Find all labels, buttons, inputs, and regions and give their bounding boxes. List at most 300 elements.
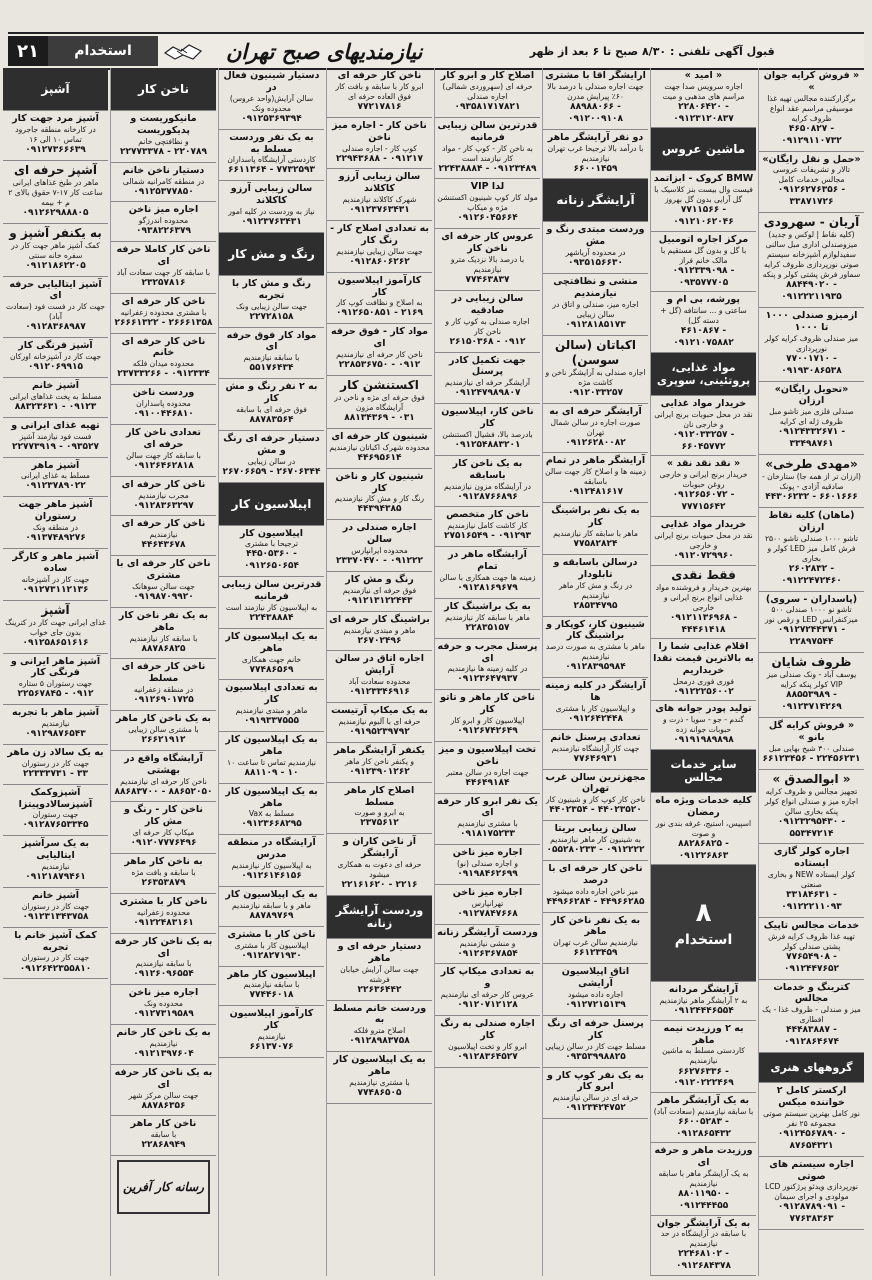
ad-body: با سابقه نیازمندیم (سعادت آباد) xyxy=(653,1106,754,1116)
ad-phone: ۲۶۶۶۱۳۲۲ - ۲۶۶۶۱۳۵۸ xyxy=(114,317,213,328)
classified-ad xyxy=(651,566,756,639)
ad-body: حرفه ای دعوت به همکاری میشود xyxy=(337,860,422,880)
classified-ad xyxy=(759,1157,864,1231)
ad-phone: ۸۸۰۱۱۹۵۰ - ۰۹۱۲۴۴۴۵۵ xyxy=(678,1189,729,1212)
classified-ad xyxy=(651,1021,756,1093)
classified-ad xyxy=(327,118,432,170)
ad-phone: ۰۹۱۲۳۱۳۴۳۷۵۸ xyxy=(22,911,89,922)
ad-title: (ماهان) کلیه نقاط ارزان xyxy=(768,510,855,533)
ad-title: به تعدادی میکاپ کار و xyxy=(440,966,535,990)
ad-phone: ۴۴۹۶۶۲۸۴ - ۴۴۹۶۶۲۸۵ xyxy=(546,896,645,907)
ad-body: بهترین خریدار و فروشنده مواد غذایی انواع برنج ایرانی و خارجی xyxy=(655,582,752,612)
ad-body: ماهر با سابقه کار نیازمندیم xyxy=(445,612,530,622)
classified-ad xyxy=(111,1025,216,1065)
ad-body: مسلط جهت کار در سالن زیبایی xyxy=(545,1041,646,1051)
ad-title: آشپز xyxy=(41,602,70,617)
ad-title: ناخن کار کاملا حرفه ای xyxy=(116,244,211,268)
ad-title: ناخن کار با مشتری xyxy=(227,928,316,940)
ad-body: با سابقه نیازمندیم xyxy=(135,959,192,969)
ad-title: به ۲ نفر رنگ و مش کار xyxy=(225,381,318,405)
ad-body: نیاز به وردست در کلیه امور xyxy=(228,207,315,217)
ad-phone: ۶۶۰۰۵۲۸۳ - ۰۹۱۲۸۶۵۴۳۲ xyxy=(676,1116,731,1139)
classified-ad xyxy=(111,608,216,660)
ad-body: نیازمندیم تماس تا ساعت ۱۰ xyxy=(227,757,316,767)
ad-body: نیازمندیم xyxy=(41,862,70,872)
ad-phone: ۰۹۱۲۸۱۶۹۶۷۹ xyxy=(457,582,518,593)
ad-phone: ۲۶۱۵۰۳۶۸ - ۰۹۱۲ xyxy=(449,336,526,347)
ad-phone: ۰۹۱۲۴۸۱۶۱۷ xyxy=(568,487,623,498)
classified-ad xyxy=(3,277,108,339)
ad-title: آشپز ماهر و کارگر ساده xyxy=(12,550,99,574)
classified-ad xyxy=(111,854,216,894)
ad-phone: ۰۹۱۲۰۳۳۲۵۷ xyxy=(568,387,623,398)
ad-phone: ۰۹۱۹۱۹۸۹۸۹۸ xyxy=(673,735,734,746)
classified-ad xyxy=(651,1216,756,1276)
ad-body: (کلیه نقاط | لوکس و جدید) میزوصندلی اداری مبل سالنی سفیدلوازم آشپزخانه سیستم صوتی نورپردازی ظروف کرایه سماور فرش پشتی کولر و پنکه xyxy=(762,230,861,280)
ad-body: جهت کار در رستوران xyxy=(21,901,90,911)
ad-phone: ۲۳۷۳۳۲۶۶ - ۰۹۱۲۳۳۴ xyxy=(117,369,210,380)
ad-title: ظروف شایان xyxy=(771,655,852,670)
classified-ad xyxy=(435,456,540,508)
classified-ad xyxy=(543,68,648,130)
ad-phone: ۷۷۶۵۴۹۰۸ - ۰۹۱۲۴۴۷۶۵۲ xyxy=(784,951,839,974)
ad-title: آرایشگاه واقع در بهشتی xyxy=(124,752,203,776)
ad-title: وردست آرایشگر زنانه xyxy=(437,926,538,938)
ad-phone: ۲۷۵۱۶۵۴۹ - ۰۹۱۲۹۳ xyxy=(444,531,531,542)
classified-ad xyxy=(219,680,324,732)
ad-title: منشی و نظافتچی نیازمندیم xyxy=(553,276,638,299)
classified-ad xyxy=(435,690,540,742)
ad-phone: ۲۲۸۶۸۹۴۹ xyxy=(141,1140,186,1151)
ad-phone: ۰۹۱۲۳۶۴۷۹۳۷ xyxy=(457,674,518,685)
ad-body: کولر ایستاده NEW و بخاری صنعتی xyxy=(767,870,856,890)
ad-title: آرایشگر حرفه ای به xyxy=(549,405,642,417)
ad-title: ناخن کار حرفه ای مسلط xyxy=(121,661,206,685)
ad-body: خانم جهت همکاری xyxy=(241,654,302,664)
classified-ad xyxy=(651,68,756,128)
classified-ad xyxy=(3,888,108,928)
ad-phone: ۲۲۱۶۱۶۲۰ - ۲۲۱۶ xyxy=(341,880,418,891)
ad-body: محدوده ایرانپارس xyxy=(351,546,408,556)
ad-phone: ۰۹۱۳۷۴۸۹۲۷۶ xyxy=(25,533,86,544)
ad-phone: ۰۹۱۲۶۵۰۸۵۱ - ۲۱۶۹ xyxy=(336,308,423,319)
ad-body: جهت کار آرایشگاه نیازمندیم xyxy=(551,743,640,753)
ad-title: ارکستر کامل ۲ خواننده میکس xyxy=(776,1085,847,1109)
ad-body: اسپیس، استیج، غرفه بندی نور و صوت xyxy=(655,818,752,838)
ad-phone: ۴۴۶۴۳۶۷۸ xyxy=(141,540,186,551)
ad-phone: ۲۸۵۳۴۷۹۵ xyxy=(573,600,618,611)
ad-title: یکنفر آرایشگر ماهر xyxy=(334,744,425,756)
ad-title: دستیار شینیون فعال در xyxy=(223,70,320,93)
ad-phone: ۰۹۱۲۶۱۴۶۱۵۶ xyxy=(241,871,302,882)
ad-body: محدوده شهرک اکباتان نیازمندیم xyxy=(329,442,430,452)
ad-title: ناخن کار حرفه ای xyxy=(337,70,422,81)
ad-body: اصلاح مترو فلکه xyxy=(353,1026,406,1036)
classified-ad xyxy=(219,629,324,681)
ad-phone: ۰۹۱۲۳۹۰۱۲۶۲ xyxy=(349,766,410,777)
ad-phone: ۰۹۱۲۳۷۸۹۰۲۲ xyxy=(25,481,86,492)
ad-body: ماهر و مبتدی نیازمندیم xyxy=(235,706,308,716)
ad-phone: ۰۹۱۲۸۳۶۸۹۸۷ xyxy=(25,322,86,333)
ad-body: اجاره صندلی به کوپ کار و ناخن کار xyxy=(445,316,530,336)
classified-ad xyxy=(327,703,432,743)
ad-title: اجاره صندلی در سالن xyxy=(342,522,417,546)
ad-body: به اصلاح و نظافت کوپ کار xyxy=(336,298,423,308)
classified-ad xyxy=(111,516,216,556)
ad-title: اجاره صندلی به رنگ کار xyxy=(440,1018,535,1041)
ad-title: به یک میکاپ آرتیست xyxy=(331,705,428,717)
ad-body: ترجیحا با مشتری xyxy=(244,539,299,549)
ad-title: اتاق اپیلاسیون آرایشی xyxy=(561,966,630,990)
ad-body: در آرایشگاه مزون نیازمندیم xyxy=(444,481,531,491)
ad-body: اجاره میز، صندلی و اتاق در سالن زیبایی xyxy=(552,299,639,319)
classified-ad xyxy=(219,68,324,130)
ad-body: زمینه ها جهت همکاری با سالن xyxy=(439,572,536,582)
ad-body: یوسف آباد - ونک صندلی میز VIP کولر پنکه کرایه xyxy=(766,670,857,690)
classified-ad xyxy=(759,592,864,654)
ad-phone: ۸۸۷۸۹۷۶۹ xyxy=(249,910,294,921)
classified-ad xyxy=(651,1093,756,1144)
ad-title: « نقد نقد نقد » xyxy=(666,458,741,470)
ad-title: کارآموز اپیلاسیون کار xyxy=(229,1008,314,1032)
classified-ad xyxy=(435,885,540,925)
classified-ad xyxy=(3,497,108,549)
ad-phone: ۰۹۱۲۶۷۴۲۶۴۹ xyxy=(457,726,518,737)
ad-title: اکباتان (سالن سوسن) xyxy=(554,337,637,367)
ad-phone: ۰۹۳۵۳۹۹۸۸۲۵ xyxy=(565,1051,626,1062)
ad-phone: ۲۲۸۵۳۶۷۵۰ - ۰۹۱۲ xyxy=(338,360,421,371)
classified-ad xyxy=(435,599,540,639)
ad-body: فست فود نیازمند آشپز xyxy=(19,431,92,441)
masthead-title: نیازمندیهای صبح تهران xyxy=(226,38,423,64)
category-heading: مواد غذایی، پروتئینی، سوپری xyxy=(651,353,756,396)
classified-ad xyxy=(759,980,864,1054)
ad-phone: ۲۲۸۳۵۱۵۷ xyxy=(465,622,510,633)
classified-ad xyxy=(3,654,108,706)
ad-title: آشپز ماهر ایرانی و فرنگی کار xyxy=(10,655,101,679)
ad-title: آرایشگر مردانه xyxy=(668,983,739,995)
ad-title: کترینگ و خدمات مجالس xyxy=(773,981,850,1005)
classified-ad xyxy=(3,378,108,418)
ad-title: اصلاح کار ماهر مسلط xyxy=(344,784,415,808)
ad-phone: ۲۶۷۰۶۶۵۹ - ۲۶۷۰۶۳۴۴ xyxy=(222,466,321,477)
ad-phone: ۰۹۱۲۰۷۲۹۹۶۰ xyxy=(673,550,734,561)
classified-ad xyxy=(435,118,540,180)
classified-ad xyxy=(219,526,324,578)
ad-body: حرفه ای با آلبوم نیازمندیم xyxy=(338,716,421,726)
ad-body: زمینه ها و اصلاح کار جهت سالن باسابقه xyxy=(545,467,646,487)
ad-body: در کارخانه منطقه جاجرود تماس ۱۰ الی ۱۶ xyxy=(15,124,96,144)
classified-ad xyxy=(543,130,648,180)
classified-ad xyxy=(435,794,540,846)
ad-title: تخت اپیلاسیون و میز ناخن xyxy=(438,743,537,767)
ad-phone: ۰۹۱۲۰۳۳۲۵۷ - ۶۶۰۴۵۷۷۲ xyxy=(672,429,735,452)
ad-phone: ۴۴۴۸۳۸۸۷ - ۰۹۱۲۸۶۴۶۷۴ xyxy=(784,1025,839,1048)
ad-phone: ۶۶۲۷۶۳۳۶ - ۰۹۱۲۰۲۲۲۴۶۹ xyxy=(673,1066,734,1089)
classified-ad xyxy=(435,404,540,456)
ad-body: تالار و تشریفات عروسی مجالس خدمات کامل xyxy=(773,165,850,185)
classified-ad xyxy=(327,651,432,703)
classified-ad xyxy=(651,982,756,1021)
ad-body: شهرک کاکلاند نیازمندیم xyxy=(342,195,417,205)
classified-ad xyxy=(543,678,648,730)
ad-title: سالن زیبایی آرزو کاکلاند xyxy=(338,171,421,195)
ad-body: رنگ کار و مش کار نیازمندیم xyxy=(334,494,425,504)
classified-ad xyxy=(327,376,432,429)
ad-phone: ۰۹۱۲۸۳۶۴۵۲۷ xyxy=(457,1051,518,1062)
ad-phone: ۰۹۱۲۱۳۹۷۶۰۴ xyxy=(133,1048,194,1059)
ad-phone: ۸۸۱۱۰۹ - ۱۰ xyxy=(244,767,299,778)
ad-body: میز صندلی ظروف کرایه کولر نورپردازی xyxy=(764,333,859,353)
ad-title: به یک اپیلاسیون کار xyxy=(225,888,318,900)
ad-phone: ۲۲۴۶۸۱۰۲ - ۰۹۱۲۶۸۴۳۷۸ xyxy=(676,1249,731,1272)
classified-ad xyxy=(111,711,216,751)
classified-ad xyxy=(651,292,756,352)
classified-ad xyxy=(759,68,864,152)
ad-title: به یک نفر ناخن کار ماهر xyxy=(550,914,641,938)
ad-phone: ۰۹۱۹۵۲۳۹۷۹۲ xyxy=(349,727,410,737)
ad-title: به یک اپیلاسیون کار ماهر xyxy=(225,785,318,809)
classified-ad xyxy=(219,967,324,1007)
classified-ad xyxy=(759,1083,864,1157)
ad-body: ناخن کار کوپ کار و شینیون کار xyxy=(545,795,646,805)
classified-ad xyxy=(543,1016,648,1068)
ad-phone: ۰۹۱۹۸۷۰۹۹۲۰ xyxy=(133,591,194,602)
ad-body: اپیلاسیون کار و ابرو کار xyxy=(450,716,525,726)
ad-phone: ۷۷۶۴۶۹۳۱ xyxy=(573,753,618,764)
ad-phone: ۲۶۰۲۸۳۲ - ۰۹۱۲۲۴۷۲۴۶۰ xyxy=(781,563,842,586)
ad-title: اپیلاسیون کار ماهر xyxy=(227,968,316,980)
ad-phone: ۲۲۸۰۶۴۲۰ - ۰۹۱۲۳۱۲۰۸۳۷ xyxy=(673,101,734,124)
ad-title: به یک آرایشگر جوان xyxy=(656,1217,751,1229)
ad-title: ناخن کار با مشتری xyxy=(119,895,208,907)
ad-body: اپیلاسیون کار با مشتری xyxy=(234,940,309,950)
ad-body: سالن آرایش(واحد عروس) محدوده ونک xyxy=(229,93,314,113)
ad-title: اجاره میز ناخن xyxy=(452,886,523,898)
classified-ad xyxy=(219,784,324,836)
classified-ad xyxy=(111,425,216,477)
ad-body: در منطقه ونک xyxy=(33,523,78,533)
classified-ad xyxy=(651,793,756,865)
ad-body: در منطقه زعفرانیه xyxy=(133,685,194,695)
ad-body: به یک آرایشگر ماهر با سابقه نیازمندیم xyxy=(658,1169,749,1189)
classified-ad xyxy=(327,743,432,783)
ad-body: برگزارکننده مجالس تهیه غذا موسیقی مراسم عقد انواع ظروف کرایه xyxy=(767,93,856,123)
ad-title: سالن زیبایی آرزو کاکلاند xyxy=(230,183,313,207)
ad-title: کلیه خدمات ویژه ماه رمضان xyxy=(655,795,752,818)
ad-title: خدمات مجالس تاپیک xyxy=(763,919,860,931)
ad-title: به یک ناخن کار حرفه ای xyxy=(114,1066,213,1090)
ad-title: قدرترین سالن زیبایی فرمانیه xyxy=(221,579,322,603)
ad-body: صندلی ۳۰۰ شیخ بهایی مبل xyxy=(768,743,855,753)
ad-phone: ۰۹۱۲۸۱۸۵۱۷۳ xyxy=(565,319,626,330)
category-heading: ماشین عروس xyxy=(651,128,756,171)
classified-ad xyxy=(327,324,432,376)
ad-body: ماهر و مبتدی نیازمندیم xyxy=(343,625,416,635)
ad-phone: ۰۹۱۲۵۸۶۵۱۶۱۶ xyxy=(22,637,89,648)
classified-ad xyxy=(219,1006,324,1058)
ad-phone: ۲۶۷۰۲۴۹۶ xyxy=(357,635,402,646)
ad-title: به یکنفر آشپز و xyxy=(9,225,102,240)
classified-ad xyxy=(3,836,108,888)
ad-phone: ۰۹۱۲۶۲۹۸۸۸۰۵ xyxy=(22,207,89,218)
ad-phone: ۰۹۱۲۳۷۶۳۴۳۱ xyxy=(349,205,410,216)
ad-phone: ۵۵۱۷۶۴۳۴ xyxy=(249,363,294,374)
ad-body: کاردستی آرایشگاه پاسداران xyxy=(227,155,316,165)
ad-body: صورت اجاره در سالن شمال تهران xyxy=(550,417,641,437)
ad-phone: ۲۲۷۷۳۳۷۸ - ۲۲۰۷۸۹ xyxy=(120,146,207,157)
ad-body: کوپ کار - اجاره صندلی xyxy=(342,143,417,153)
ad-column xyxy=(218,68,324,1276)
ad-title: به یک اپیلاسیون کار ماهر xyxy=(333,1054,426,1078)
classified-ad xyxy=(759,308,864,382)
ad-phone: ۴۶۱۰۸۶۷ - ۰۹۱۲۱۰۷۵۸۸۲ xyxy=(673,326,734,349)
ad-body: با درصد بالا نزدیک مترو نیازمندیم xyxy=(450,254,525,274)
classified-ad xyxy=(3,418,108,458)
ad-title: تولید پودر جوانه های xyxy=(655,703,752,715)
ad-phone: ۲۲۹۴۳۶۸۸ - ۰۹۱۲۱۷ xyxy=(336,153,423,164)
classified-ad xyxy=(759,382,864,456)
ad-title: اجاره میز ناخن xyxy=(452,847,523,859)
ad-body: ساعتی و ... سانتافه (گل + دسته گل) xyxy=(660,306,747,326)
ad-title: « فروش کرایه گل بانو » xyxy=(768,719,855,743)
classified-ad xyxy=(3,111,108,161)
ad-phone: ۶۶۱۱۳۶۴ - ۷۷۳۲۵۹۳ xyxy=(228,165,315,176)
classified-ad xyxy=(651,701,756,750)
ad-body: ابرو کار با سابقه و بافت کار فوق العاده حرفه ای xyxy=(335,81,424,101)
ad-title: به یک براشینگ کار xyxy=(444,600,531,612)
ad-body: محدوده ونک xyxy=(144,999,183,1009)
ad-body: مسلط به پخت غذاهای ایرانی xyxy=(9,391,102,401)
classified-ad xyxy=(3,745,108,785)
ad-body: در رنگ و مش کار ماهر نیازمندیم xyxy=(558,580,633,600)
classified-ad xyxy=(759,455,864,508)
ad-phone: ۴۴۳۰۶۲۳۲ - ۶۶۰۱۶۶۶ xyxy=(765,492,858,503)
ad-body: با سابقه نیازمندیم xyxy=(243,353,300,363)
classified-ad xyxy=(651,232,756,292)
ad-body: با سابقه نیازمندیم xyxy=(243,980,300,990)
ad-title: عروس کار حرفه ای ناخن کار xyxy=(441,231,534,255)
ad-title: دستیار ناخن خانم xyxy=(122,164,205,176)
ad-body: تهرانپارس xyxy=(471,898,504,908)
classified-ad xyxy=(111,385,216,425)
classified-ad xyxy=(543,555,648,617)
ad-phone: ۰۹۱۲۳۲۹۵۴۳۰ - ۵۵۳۴۷۲۱۴ xyxy=(777,816,846,839)
ad-phone: ۷۷۴۶۳۸۳۷ xyxy=(465,275,510,285)
classified-ad xyxy=(111,751,216,803)
ad-body: مسلط به Vax xyxy=(248,809,295,819)
category-heading: سایر خدمات مجالس xyxy=(651,750,756,793)
ad-body: مولد کار کوپ شینیون اکستنشن مژه و میکاپ xyxy=(437,193,538,213)
ad-title: مواد کار فوق حرفه ای xyxy=(226,329,317,353)
ad-body: به اپیلاسیون کار نیازمندیم xyxy=(231,861,312,871)
ad-phone: ۰۹۳۸۲۲۶۳۷۹ xyxy=(136,226,191,237)
classified-ad xyxy=(435,925,540,965)
ad-body: عروس کار حرفه ای نیازمندیم xyxy=(440,990,535,1000)
ad-title: به یک نفر کوپ کار و ابرو کار xyxy=(547,1069,644,1093)
classified-ad xyxy=(111,477,216,517)
ad-title: شینیون کار و ناخن کار xyxy=(335,470,424,494)
ad-phone: ۸۸۷۸۶۳۵۶ xyxy=(141,1100,186,1111)
ad-body: محدوده پاسداران xyxy=(136,399,191,409)
ad-phone: ۴۴۰۲۳۵۴ - ۴۴۰۲۳۵۲۰ xyxy=(549,805,642,816)
ad-body: نورپردازی ویدئو پرژکتور LCD مولودی و اجرای سیمان xyxy=(764,1182,858,1202)
ad-body: تاشو نو ۱۰۰۰ صندلی ۵۰۰ میزکنفرانس LED و رقص نور xyxy=(765,605,858,625)
ad-body: تجهیز مجالس و ظروف کرایه اجاره میز و صندلی انواع کولر پنکه بخاری سالن xyxy=(764,786,859,816)
ad-phone: ۲۳۲۵۷۸۱۶ xyxy=(141,277,186,288)
classified-ad xyxy=(3,601,108,654)
ad-body: ماهر و با سابقه نیازمندیم xyxy=(232,900,311,910)
ad-body: به ناخن کار - کوپ کار - مواد کار نیازمند است xyxy=(442,143,533,163)
ad-title: سالن زیبایی در صادقیه xyxy=(451,292,524,316)
ad-body: بادرصد بالا، فشیال اکستنشن xyxy=(442,429,533,439)
ad-phone: ۲۳۷۵۶۱۲ xyxy=(360,818,399,829)
ad-body: فوق حرفه ای نیازمندیم xyxy=(342,585,417,595)
classified-ad xyxy=(3,705,108,745)
ad-phone: ۲۲۴۳۸۸۸۴ - ۰۹۱۲۳۴۸۹ xyxy=(438,163,537,174)
ad-body: نقد در محل حبوبات برنج ایرانی و خارجی نان xyxy=(654,409,753,429)
ad-title: آریان - سهرودی xyxy=(763,215,860,230)
ad-body: صندلی فلزی میز تاشو مبل ظروف ژله ای کرایه xyxy=(769,407,854,427)
classified-ad xyxy=(327,1001,432,1053)
ad-title: ناخن کار حرفه ای خانم xyxy=(121,335,206,359)
ad-body: مجرب نیازمندیم xyxy=(138,490,189,500)
ad-phone: ۰۹۳۵۱۵۶۶۳۰ xyxy=(568,258,623,269)
classified-ad xyxy=(759,844,864,918)
ad-phone: ۰۹۱۲۷۳۱۹۵۸۹ xyxy=(133,1009,194,1020)
classified-ad xyxy=(543,1068,648,1120)
ad-title: درسالن باسابقه و تابلودار xyxy=(553,556,638,580)
classified-ad xyxy=(111,1065,216,1117)
ad-title: « امید » xyxy=(684,70,723,81)
classified-ad xyxy=(543,964,648,1016)
classified-ad xyxy=(543,730,648,770)
ad-title: « ابوالصدق » xyxy=(772,771,851,786)
ad-phone: ۰۹۱۲۳۳۴۶۹۱۶ xyxy=(349,687,410,698)
ad-title: «حمل و نقل رایگان» xyxy=(762,153,861,165)
ad-phone: ۷۷۲۱۷۸۱۶ xyxy=(357,101,402,112)
ad-phone: ۰۹۱۲۶۴۶۲۸۱۸ xyxy=(133,460,194,471)
classified-ad xyxy=(219,130,324,182)
ad-phone: ۰۹۱۲۲۴۸۳۱۶۱ xyxy=(133,917,194,928)
ad-title: اکستنشن کار xyxy=(340,377,419,392)
classified-ad xyxy=(435,639,540,691)
ad-phone: ۸۸۷۸۶۸۲۵ xyxy=(141,643,186,654)
ad-title: به ناخن کار ماهر xyxy=(124,856,203,868)
ad-title: « فروش کرایه جوان » xyxy=(763,70,860,93)
ad-title: ناخن کار حرفه ای با درصد xyxy=(548,862,643,886)
ad-body: جهت سالن سوهانک xyxy=(132,581,195,591)
classified-ad xyxy=(327,612,432,652)
ad-title: به یک آرایشگر ماهر xyxy=(657,1094,750,1106)
ad-body: با سابقه کار جهت سالن xyxy=(126,450,201,460)
classified-ad xyxy=(651,456,756,516)
ad-body: با سابقه و بافت مژه xyxy=(131,868,196,877)
ad-body: جهت سالن زیبایی ونک xyxy=(235,301,308,311)
ad-title: به یک نفر ناخن کار ماهر xyxy=(118,609,209,633)
ad-title: خریدار مواد غذایی xyxy=(660,518,747,530)
category-heading: رنگ و مش کار xyxy=(219,233,324,276)
ad-phone: ۷۷۰۰۱۷۱۰ - ۰۹۱۹۳۰۸۶۵۳۸ xyxy=(781,353,842,376)
handshake-icon xyxy=(158,36,208,66)
classified-ad xyxy=(111,242,216,294)
classified-ad xyxy=(219,887,324,927)
ad-phone: ۰۹۱۲۰۶۹۹۱۵ xyxy=(28,362,83,373)
ad-body: اجاره داده میشود xyxy=(568,990,623,999)
ad-phone: ۰۹۱۲۹۸۷۶۵۴۳ xyxy=(25,729,86,740)
ad-phone: ۰۹۱۲۱۸۶۲۲۰۵ xyxy=(25,260,86,271)
ad-column xyxy=(326,68,432,1276)
